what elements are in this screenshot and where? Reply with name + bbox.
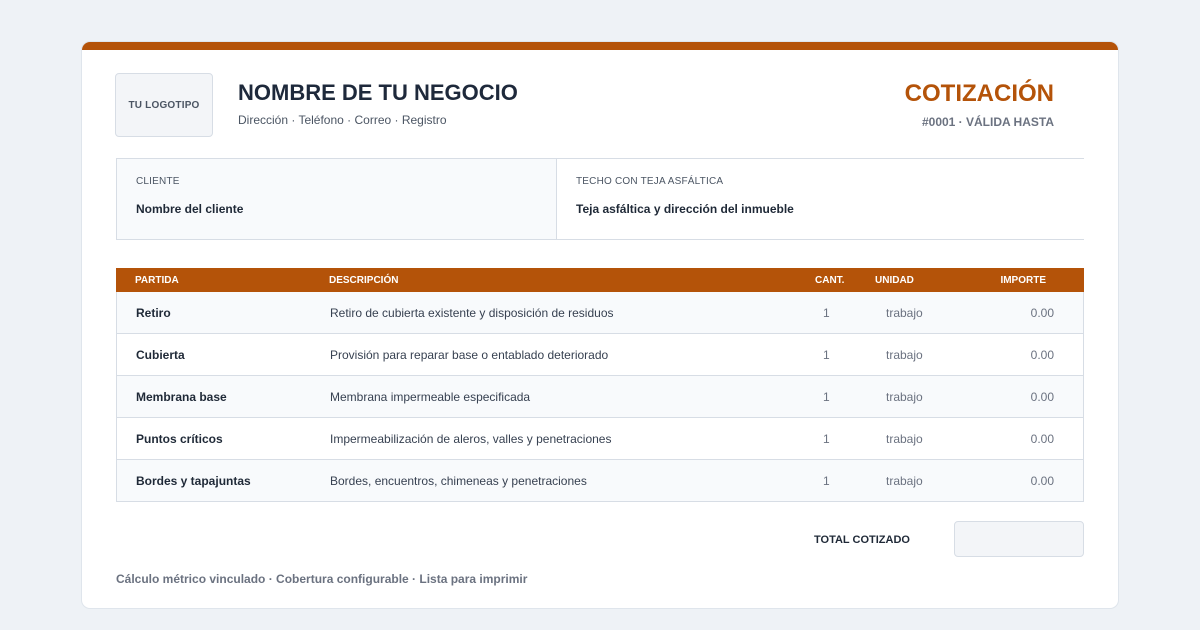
quote-document bbox=[82, 42, 1118, 608]
table-row bbox=[116, 460, 1084, 502]
cell-cant[interactable]: 1 bbox=[823, 390, 830, 404]
cell-partida[interactable]: Cubierta bbox=[136, 348, 185, 362]
total-value-field[interactable] bbox=[954, 521, 1084, 557]
cell-partida[interactable]: Membrana base bbox=[136, 390, 227, 404]
table-row bbox=[116, 376, 1084, 418]
cell-cant[interactable]: 1 bbox=[823, 348, 830, 362]
cell-importe[interactable]: 0.00 bbox=[1030, 432, 1054, 446]
cell-cant[interactable]: 1 bbox=[823, 432, 830, 446]
cell-partida[interactable]: Retiro bbox=[136, 306, 171, 320]
cell-descripcion[interactable]: Impermeabilización de aleros, valles y penetraciones bbox=[330, 432, 612, 446]
client-cell bbox=[117, 159, 557, 239]
document-meta: #0001 · VÁLIDA HASTA bbox=[921, 115, 1054, 129]
accent-bar bbox=[82, 42, 1118, 50]
project-label: TECHO CON TEJA ASFÁLTICA bbox=[576, 176, 724, 187]
cell-cant[interactable]: 1 bbox=[823, 474, 830, 488]
cell-descripcion[interactable]: Bordes, encuentros, chimeneas y penetraciones bbox=[330, 474, 587, 488]
header-unidad: UNIDAD bbox=[875, 275, 914, 286]
cell-descripcion[interactable]: Provisión para reparar base o entablado deteriorado bbox=[330, 348, 609, 362]
logo-text: TU LOGOTIPO bbox=[128, 99, 200, 111]
business-name: NOMBRE DE TU NEGOCIO bbox=[238, 80, 518, 105]
header-importe: IMPORTE bbox=[1000, 275, 1046, 286]
logo-placeholder bbox=[115, 73, 213, 137]
project-value[interactable]: Teja asfáltica y dirección del inmueble bbox=[576, 202, 794, 216]
table-header bbox=[116, 268, 1084, 292]
cell-partida[interactable]: Bordes y tapajuntas bbox=[136, 474, 251, 488]
total-label: TOTAL COTIZADO bbox=[814, 534, 910, 546]
cell-partida[interactable]: Puntos críticos bbox=[136, 432, 223, 446]
table-body bbox=[116, 292, 1084, 502]
items-table bbox=[116, 268, 1084, 502]
cell-descripcion[interactable]: Retiro de cubierta existente y disposición de residuos bbox=[330, 306, 614, 320]
document-title: COTIZACIÓN bbox=[904, 80, 1054, 107]
info-box bbox=[116, 158, 1084, 240]
cell-unidad[interactable]: trabajo bbox=[886, 432, 923, 446]
business-info: Dirección · Teléfono · Correo · Registro bbox=[238, 113, 447, 127]
cell-descripcion[interactable]: Membrana impermeable especificada bbox=[330, 390, 531, 404]
cell-unidad[interactable]: trabajo bbox=[886, 474, 923, 488]
cell-cant[interactable]: 1 bbox=[823, 306, 830, 320]
cell-importe[interactable]: 0.00 bbox=[1030, 390, 1054, 404]
header-partida: PARTIDA bbox=[135, 275, 179, 286]
cell-unidad[interactable]: trabajo bbox=[886, 306, 923, 320]
cell-unidad[interactable]: trabajo bbox=[886, 390, 923, 404]
table-row bbox=[116, 292, 1084, 334]
header-descripcion: DESCRIPCIÓN bbox=[329, 275, 399, 286]
header-cant: CANT. bbox=[815, 275, 845, 286]
project-cell bbox=[557, 159, 1084, 239]
cell-importe[interactable]: 0.00 bbox=[1030, 474, 1054, 488]
footer-note: Cálculo métrico vinculado · Cobertura configurable · Lista para imprimir bbox=[116, 572, 528, 586]
cell-importe[interactable]: 0.00 bbox=[1030, 306, 1054, 320]
client-value[interactable]: Nombre del cliente bbox=[136, 202, 244, 216]
cell-unidad[interactable]: trabajo bbox=[886, 348, 923, 362]
cell-importe[interactable]: 0.00 bbox=[1030, 348, 1054, 362]
client-label: CLIENTE bbox=[136, 176, 180, 187]
table-row bbox=[116, 418, 1084, 460]
table-row bbox=[116, 334, 1084, 376]
